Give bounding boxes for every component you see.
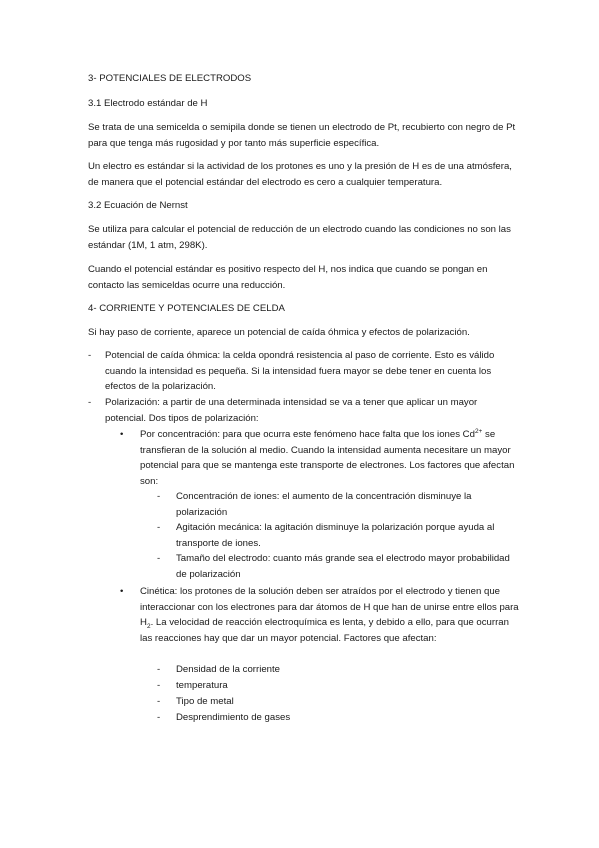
bullet-text — [140, 427, 520, 489]
kinetic-text-start: Cinética: los protones de la solución deben ser atraídos por el electrodo y tienen que interaccionar con los electrones para dar átomos de H que han de unirse entre ellos para H — [140, 586, 519, 628]
dash-marker: - — [88, 397, 92, 408]
factor-text: Concentración de iones: el aumento de la concentración disminuye la polarización — [176, 491, 472, 518]
dash-marker: - — [157, 522, 161, 533]
dash-marker: - — [157, 696, 161, 707]
list-item-text: Potencial de caída óhmica: la celda opondrá resistencia al paso de corriente. Esto es válido cuando la intensidad es pequeña. Si la intensidad fuera mayor se debe tener en cuenta los efectos de la polarización. — [105, 350, 495, 392]
dash-marker: - — [157, 680, 161, 691]
bullet-text — [140, 584, 520, 646]
paragraph-standard-electrode: Un electro es estándar si la actividad de los protones es uno y la presión de H es de una atmósfera, de manera que el potencial estándar del electrodo es cero a cualquier temperatura. — [88, 161, 512, 188]
subsection-3-1-heading: 3.1 Electrodo estándar de H — [88, 98, 208, 109]
factor-text: Tamaño del electrodo: cuanto más grande sea el electrodo mayor probabilidad de polarización — [176, 553, 510, 580]
section-3-heading: 3- POTENCIALES DE ELECTRODOS — [88, 73, 252, 84]
kinetic-text-end: . La velocidad de reacción electroquímica es lenta, y debido a ello, para que ocurran las reacciones hay que dar un mayor potencial. Factores que afectan: — [140, 617, 509, 644]
factor-text: temperatura — [176, 680, 228, 691]
dash-marker: - — [88, 350, 92, 361]
paragraph-standard-potential: Cuando el potencial estándar es positivo respecto del H, nos indica que cuando se pongan en contacto las semiceldas ocurre una reducción. — [88, 264, 488, 291]
paragraph-nernst: Se utiliza para calcular el potencial de reducción de un electrodo cuando las condiciones no son las estándar (1M, 1 atm, 298K). — [88, 224, 511, 251]
dash-marker: - — [157, 491, 161, 502]
dash-marker: - — [157, 553, 161, 564]
bullet-marker: • — [120, 586, 124, 597]
concentration-text-end: se transfieran de la solución al medio. Cuando la intensidad aumenta necesitare un mayor potencial para que se mantenga este transporte de electrones. Los factores que afectan son: — [140, 429, 515, 487]
charge-superscript: 2+ — [474, 427, 483, 435]
concentration-text-start: Por concentración: para que ocurra este fenómeno hace falta que los iones Cd — [140, 429, 475, 440]
paragraph-hydrogen-electrode: Se trata de una semicelda o semipila donde se tienen un electrodo de Pt, recubierto con negro de Pt para que tenga más rugosidad y por tanto más superficie específica. — [88, 122, 516, 149]
paragraph-current-intro: Si hay paso de corriente, aparece un potencial de caída óhmica y efectos de polarización. — [88, 327, 470, 338]
factor-text: Tipo de metal — [176, 696, 234, 707]
dash-marker: - — [157, 664, 161, 675]
dash-marker: - — [157, 712, 161, 723]
section-4-heading: 4- CORRIENTE Y POTENCIALES DE CELDA — [88, 303, 285, 314]
factor-text: Desprendimiento de gases — [176, 712, 291, 723]
factor-text: Agitación mecánica: la agitación disminuye la polarización porque ayuda al transporte de iones. — [176, 522, 495, 549]
list-item-text: Polarización: a partir de una determinada intensidad se va a tener que aplicar un mayor potencial. Dos tipos de polarización: — [105, 397, 478, 424]
factor-text: Densidad de la corriente — [176, 664, 280, 675]
subsection-3-2-heading: 3.2 Ecuación de Nernst — [88, 200, 188, 211]
hydrogen-subscript: 2 — [146, 622, 151, 630]
bullet-marker: • — [120, 429, 124, 440]
